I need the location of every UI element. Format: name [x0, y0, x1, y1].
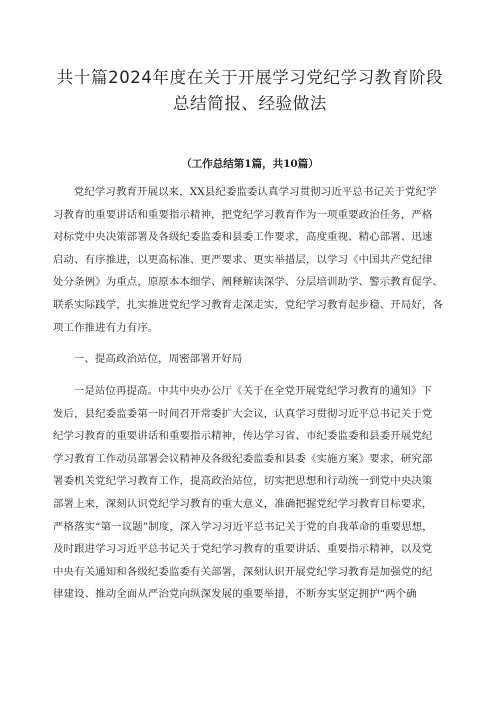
paragraph-2-line: 中央有关通知和各级纪委监委有关部署，深刻认识开展党纪学习教育是加强党的纪	[53, 565, 433, 578]
document-title-line-1: 共十篇2024年度在关于开展学习党纪学习教育阶段	[56, 68, 444, 87]
section-heading-1	[53, 348, 453, 371]
paragraph-2-line: 律建设、推动全面从严治党向纵深发展的重要举措，不断夯实坚定拥护“两个确	[53, 588, 417, 601]
paragraph-1-line: 党纪学习教育开展以来，XX县纪委监委认真学习贯彻习近平总书记关于党纪学	[73, 186, 437, 198]
paragraph-2-line: 严格落实“第一议题”制度，深入学习习近平总书记关于党的自我革命的重要思想，	[53, 520, 433, 533]
paragraph-1-line: 对标党中央决策部署及各级纪委监委和县委工作要求，高度重视、精心部署、迅速	[53, 231, 433, 244]
paragraph-2-line: 纪学习教育的重要讲话和重要指示精神，传达学习省、市纪委监委和县委开展党纪	[53, 430, 433, 443]
paragraph-2-line: 一是站位再提高。中共中央办公厅《关于在全党开展党纪学习教育的通知》下	[73, 385, 433, 397]
paragraph-2-line: 署委机关党纪学习教育工作，提高政治站位，切实把思想和行动统一到党中央决策	[53, 475, 433, 488]
document-title-line-2: 总结简报、经验做法	[173, 94, 327, 113]
paragraph-1	[53, 181, 453, 339]
paragraph-2-line: 学习教育工作动员部署会议精神及各级纪委监委和县委《实施方案》要求，研究部	[53, 452, 433, 465]
paragraph-2	[53, 380, 453, 606]
paragraph-1-line: 启动、有序推进，以更高标准、更严要求、更实举措层，以学习《中国共产党纪律	[53, 253, 433, 266]
section-heading-text: 一、提高政治站位，周密部署开好局	[73, 353, 243, 365]
paragraph-1-line: 处分条例》为重点，原原本本细学、阐释解读深学、分层培训助学、警示教育促学、	[53, 276, 443, 289]
document-subtitle: （工作总结第1篇，共10篇）	[181, 158, 319, 170]
paragraph-2-line: 发后，县纪委监委第一时间召开常委扩大会议，认真学习贯彻习近平总书记关于党	[53, 407, 433, 420]
paragraph-2-line: 及时跟进学习习近平总书记关于党纪学习教育的重要讲话、重要指示精神，以及党	[53, 543, 433, 556]
paragraph-1-line: 习教育的重要讲话和重要指示精神，把党纪学习教育作为一项重要政治任务，严格	[53, 208, 433, 221]
paragraph-1-line: 项工作推进有力有序。	[53, 321, 159, 334]
paragraph-1-line: 联系实际践学，扎实推进党纪学习教育走深走实，党纪学习教育起步稳、开局好，各	[53, 298, 443, 311]
paragraph-2-line: 部署上来，深刻认识党纪学习教育的重大意义，准确把握党纪学习教育目标要求，	[53, 497, 433, 510]
